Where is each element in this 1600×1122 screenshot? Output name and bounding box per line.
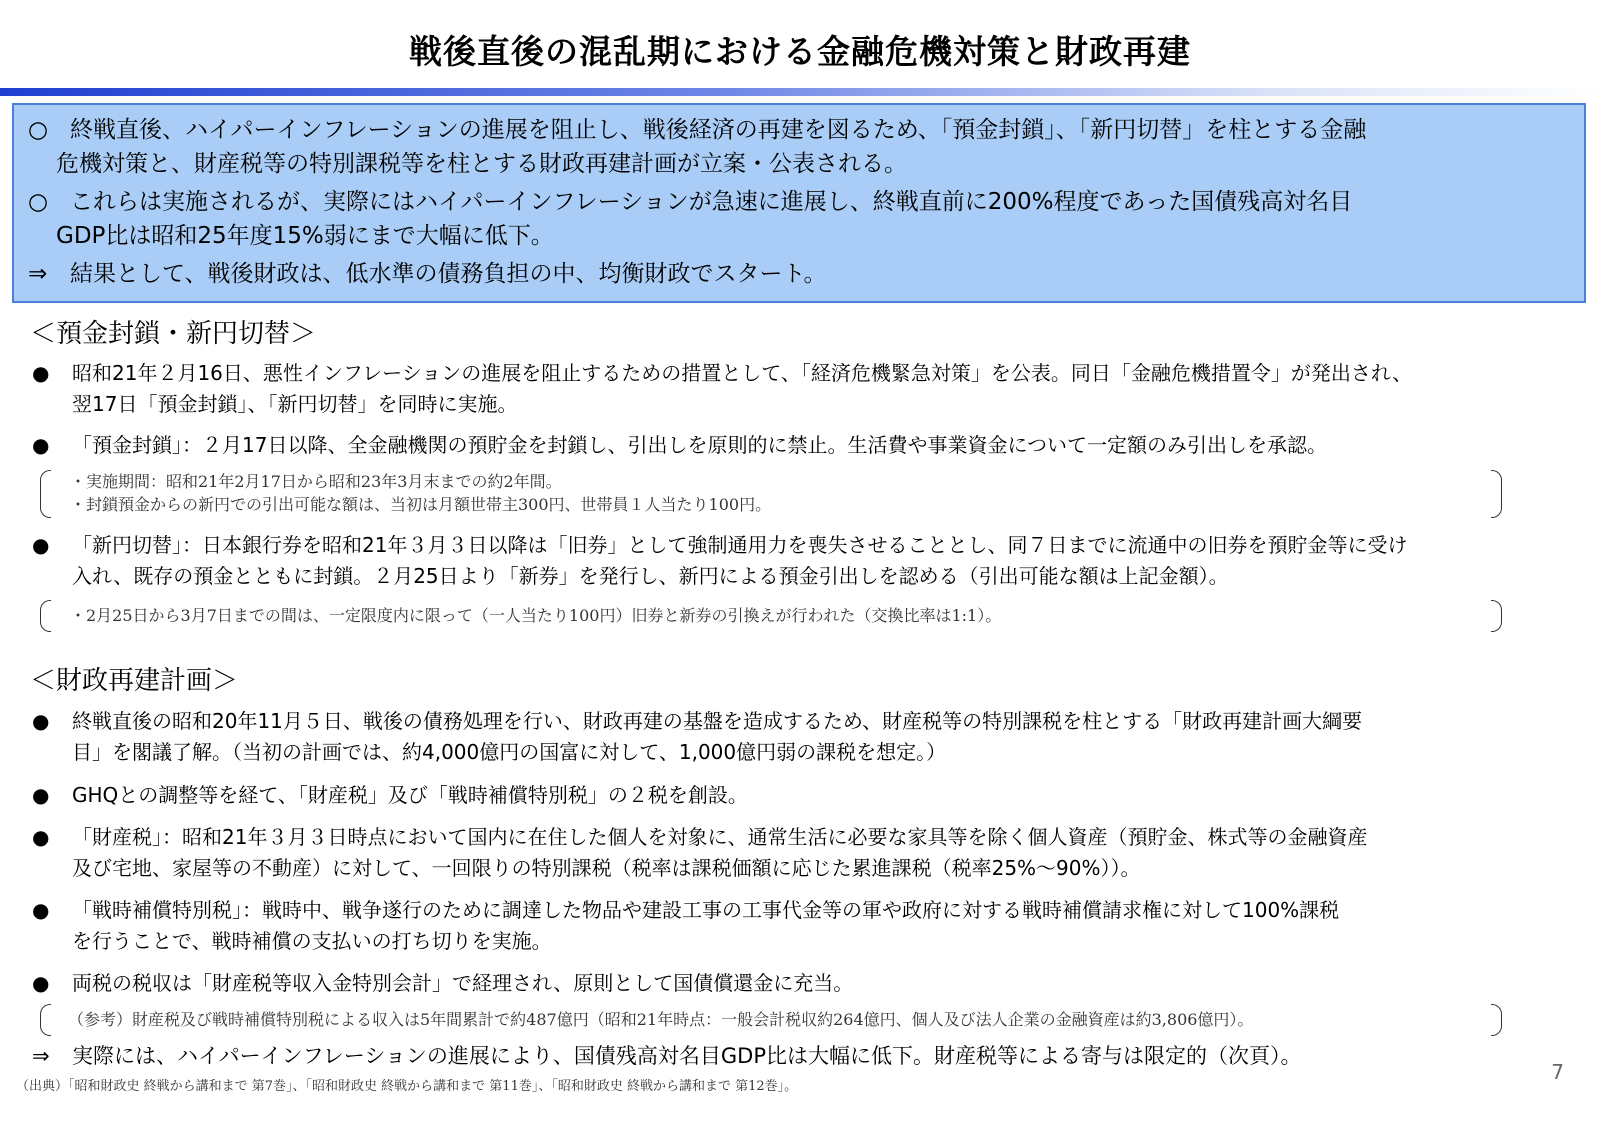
note-line: ・2月25日から3月7日までの間は、一定限度内に限って（一人当たり100円）旧券と新券の引換えが行われた（交換比率は1:1）。 (70, 606, 1002, 625)
bullet-text: 両税の税収は「財産税等収入金特別会計」で経理され、原則として国債償還金に充当。 (72, 971, 854, 995)
bullet-item (32, 706, 1572, 768)
left-bracket (40, 1004, 51, 1036)
bullet-text: 「預金封鎖」：２月17日以降、全金融機関の預貯金を封鎖し、引出しを原則的に禁止。生活費や事業資金について一定額のみ引出しを承認。 (72, 433, 1328, 457)
note-box (40, 470, 1502, 518)
conclusion (32, 1041, 1302, 1072)
source-citation: （出典）「昭和財政史 終戦から講和まで 第7巻」、「昭和財政史 終戦から講和まで 第11巻」、「昭和財政史 終戦から講和まで 第12巻」。 (16, 1079, 798, 1094)
note-box (40, 1004, 1502, 1036)
right-bracket (1491, 1004, 1502, 1036)
right-bracket (1491, 600, 1502, 632)
circle-mark: ○ (28, 117, 49, 143)
bullet-dot: ● (32, 783, 50, 807)
bullet-item (32, 822, 1572, 884)
circle-mark: ○ (28, 189, 49, 215)
bullet-text: 「戦時補償特別税」：戦時中、戦争遂行のために調達した物品や建設工事の工事代金等の軍や政府に対する戦時補償請求権に対して100%課税 を行うことで、戦時補償の支払いの打ち切りを実施。 (72, 898, 1340, 953)
note-box (40, 600, 1502, 632)
bullet-dot: ● (32, 361, 50, 385)
bullet-item (32, 895, 1572, 957)
note-line: ・封鎖預金からの新円での引出可能な額は、当初は月額世帯主300円、世帯員１人当たり100円。 (70, 495, 772, 514)
summary-item (28, 257, 1570, 291)
summary-text-cont: 危機対策と、財産税等の特別課税等を柱とする財政再建計画が立案・公表される。 (56, 151, 907, 177)
bullet-text: 「新円切替」：日本銀行券を昭和21年３月３日以降は「旧券」として強制通用力を喪失させることとし、同７日までに流通中の旧券を預貯金等に受け 入れ、既存の預金とともに封鎖。２月25日より「新券」を発行し、新円による預金引出しを認める（引出可能な額は上記金額）。 (72, 533, 1408, 588)
bullet-item (32, 780, 1572, 811)
bullet-item (32, 530, 1572, 592)
note-line: （参考）財産税及び戦時補償特別税による収入は5年間累計で約487億円（昭和21年時点：一般会計税収約264億円、個人及び法人企業の金融資産は約3,806億円）。 (68, 1010, 1254, 1029)
bullet-item (32, 430, 1572, 461)
bullet-dot: ● (32, 971, 50, 995)
bullet-text: 昭和21年２月16日、悪性インフレーションの進展を阻止するための措置として、「経済危機緊急対策」を公表。同日「金融危機措置令」が発出され、 翌17日「預金封鎖」、「新円切替」を同時に実施。 (72, 361, 1413, 416)
bullet-item (32, 358, 1572, 420)
bullet-text: 「財産税」：昭和21年３月３日時点において国内に在住した個人を対象に、通常生活に必要な家具等を除く個人資産（預貯金、株式等の金融資産 及び宅地、家屋等の不動産）に対して、一回限りの特別課税（税率は課税価額に応じた累進課税（税率25%～90%））。 (72, 825, 1368, 880)
summary-text-cont: GDP比は昭和25年度15%弱にまで大幅に低下。 (56, 223, 554, 249)
bullet-text: GHQとの調整等を経て、「財産税」及び「戦時補償特別税」の２税を創設。 (72, 783, 748, 807)
summary-text: 結果として、戦後財政は、低水準の債務負担の中、均衡財政でスタート。 (70, 261, 827, 287)
arrow-mark: ⇒ (32, 1044, 50, 1068)
conclusion-text: 実際には、ハイパーインフレーションの進展により、国債残高対名目GDP比は大幅に低下。財産税等による寄与は限定的（次頁）。 (72, 1044, 1302, 1068)
summary-box (12, 103, 1586, 303)
page-title: 戦後直後の混乱期における金融危機対策と財政再建 (409, 32, 1191, 71)
title-underline-bar (0, 88, 1600, 96)
right-bracket (1491, 470, 1502, 518)
bullet-dot: ● (32, 433, 50, 457)
bullet-dot: ● (32, 533, 50, 557)
summary-item (28, 113, 1570, 181)
summary-text: これらは実施されるが、実際にはハイパーインフレーションが急速に進展し、終戦直前に200%程度であった国債残高対名目 (70, 189, 1353, 215)
left-bracket (40, 470, 51, 518)
bullet-dot: ● (32, 825, 50, 849)
left-bracket (40, 600, 51, 632)
page-number: 7 (1551, 1060, 1564, 1084)
summary-text: 終戦直後、ハイパーインフレーションの進展を阻止し、戦後経済の再建を図るため、「預金封鎖」、「新円切替」を柱とする金融 (70, 117, 1367, 143)
summary-item (28, 185, 1570, 253)
bullet-dot: ● (32, 898, 50, 922)
bullet-item (32, 968, 1572, 999)
section-heading-deposit-freeze: ＜預金封鎖・新円切替＞ (30, 319, 317, 349)
section-heading-fiscal-plan: ＜財政再建計画＞ (30, 666, 239, 696)
bullet-dot: ● (32, 709, 50, 733)
arrow-mark: ⇒ (28, 261, 48, 287)
note-line: ・実施期間：昭和21年2月17日から昭和23年3月末までの約2年間。 (70, 472, 562, 491)
bullet-text: 終戦直後の昭和20年11月５日、戦後の債務処理を行い、財政再建の基盤を造成するため、財産税等の特別課税を柱とする「財政再建計画大綱要 目」を閣議了解。（当初の計画では、約4,000億円の国富に対して、1,000億円弱の課税を想定。） (72, 709, 1363, 764)
